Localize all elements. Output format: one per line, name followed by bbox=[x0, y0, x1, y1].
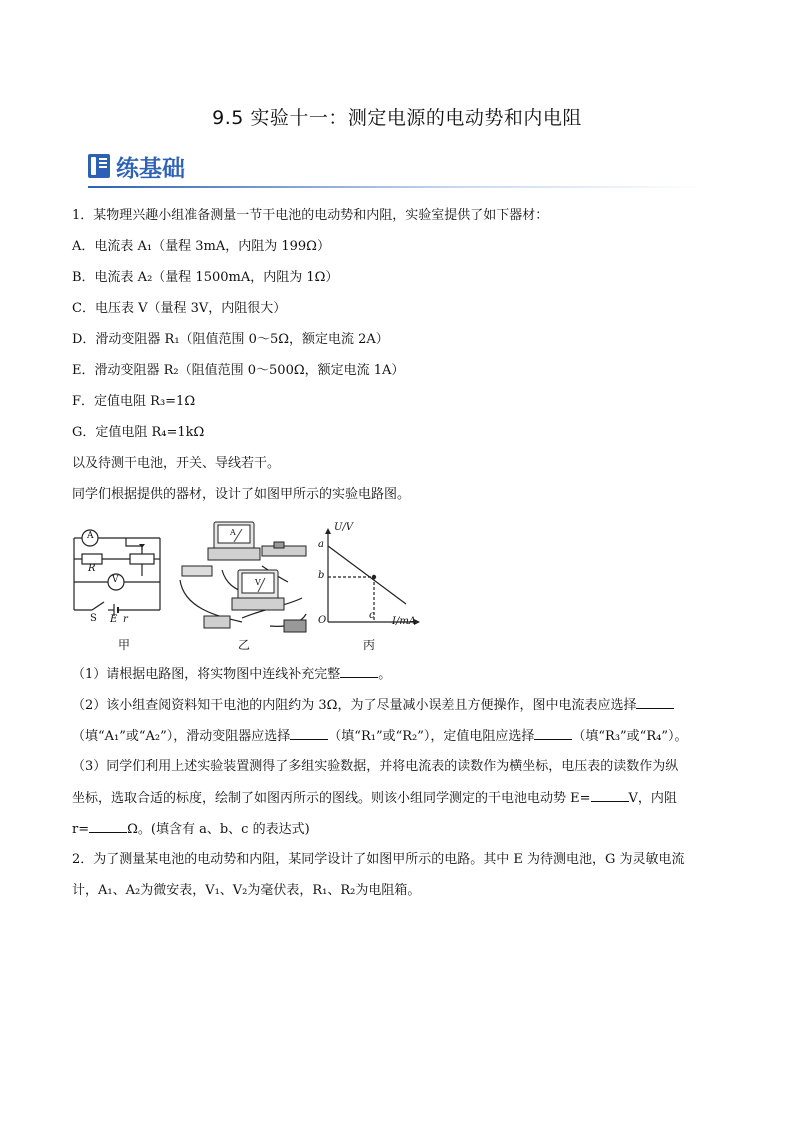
q1-sub-2-line-1: （2）该小组查阅资料知干电池的内阻约为 3Ω，为了尽量减小误差且方便操作，图中电流表应选择 bbox=[72, 696, 674, 715]
switch-label: S bbox=[90, 613, 97, 624]
meter-a-label: A bbox=[230, 528, 236, 537]
section-label: 练基础 bbox=[116, 155, 185, 182]
q1-sub-2-line-2: （填“A₁”或“A₂”），滑动变阻器应选择 （填“R₁”或“R₂”），定值电阻应选择 （填“R₃”或“R₄”）。 bbox=[72, 729, 688, 744]
option-d: D．滑动变阻器 R₁（阻值范围 0～5Ω，额定电流 2A） bbox=[72, 332, 389, 347]
option-f: F．定值电阻 R₃=1Ω bbox=[72, 394, 196, 409]
answer-blank-2[interactable] bbox=[636, 696, 674, 709]
option-g: G．定值电阻 R₄=1kΩ bbox=[72, 425, 205, 440]
q2-line-1: 2．为了测量某电池的电动势和内阻，某同学设计了如图甲所示的电路。其中 E 为待测电池，G 为灵敏电流 bbox=[72, 852, 685, 867]
book-icon bbox=[88, 154, 110, 178]
q1-sub-1: （1）请根据电路图，将实物图中连线补充完整 。 bbox=[72, 667, 392, 682]
internal-resistance-label: r bbox=[123, 614, 128, 625]
graph-point-b: b bbox=[318, 570, 325, 581]
graph-point-c: c bbox=[369, 610, 375, 621]
answer-blank-4[interactable] bbox=[534, 727, 572, 740]
q1-extra-2: 同学们根据提供的器材，设计了如图甲所示的实验电路图。 bbox=[72, 487, 411, 502]
answer-blank-3[interactable] bbox=[290, 727, 328, 740]
answer-blank-1[interactable] bbox=[340, 665, 378, 678]
caption-jia: 甲 bbox=[118, 638, 131, 652]
option-a: A．电流表 A₁（量程 3mA，内阻为 199Ω） bbox=[72, 239, 330, 254]
voltmeter-label: V bbox=[112, 575, 119, 585]
graph-xlabel: I/mA bbox=[392, 616, 417, 627]
resistor-label: R bbox=[88, 563, 96, 574]
q2-line-2: 计，A₁、A₂为微安表，V₁、V₂为毫伏表，R₁、R₂为电阻箱。 bbox=[72, 883, 421, 898]
q1-sub-3-line-1: （3）同学们利用上述实验装置测得了多组实验数据，并将电流表的读数作为横坐标，电压表的读数作为纵 bbox=[72, 759, 679, 774]
section-header bbox=[88, 150, 185, 182]
ammeter-label: A bbox=[87, 531, 94, 541]
section-divider bbox=[88, 186, 708, 188]
graph-point-a: a bbox=[318, 539, 324, 550]
option-c: C．电压表 V（量程 3V，内阻很大） bbox=[72, 301, 287, 316]
q1-sub-3-line-2: 坐标，选取合适的标度，绘制了如图丙所示的图线。则该小组同学测定的干电池电动势 E= V，内阻 bbox=[72, 791, 677, 806]
q1-sub-3-line-3: r= Ω。(填含有 a、b、c 的表达式) bbox=[72, 822, 310, 837]
caption-yi: 乙 bbox=[238, 638, 251, 652]
graph-origin: O bbox=[318, 615, 327, 626]
caption-bing: 丙 bbox=[363, 638, 376, 652]
answer-blank-6[interactable] bbox=[89, 820, 127, 833]
emf-label: E bbox=[110, 614, 118, 625]
option-e: E．滑动变阻器 R₂（阻值范围 0～500Ω，额定电流 1A） bbox=[72, 363, 405, 378]
circuit-figure bbox=[66, 518, 426, 654]
meter-v-label: V bbox=[255, 578, 261, 587]
graph-ylabel: U/V bbox=[334, 522, 354, 533]
q1-extra-1: 以及待测干电池，开关、导线若干。 bbox=[72, 456, 281, 471]
page-title: 9.5 实验十一：测定电源的电动势和内电阻 bbox=[212, 107, 582, 129]
option-b: B．电流表 A₂（量程 1500mA，内阻为 1Ω） bbox=[72, 270, 339, 285]
answer-blank-5[interactable] bbox=[591, 789, 629, 802]
q1-stem: 1．某物理兴趣小组准备测量一节干电池的电动势和内阻，实验室提供了如下器材： bbox=[72, 208, 549, 223]
figure-group bbox=[66, 518, 426, 654]
